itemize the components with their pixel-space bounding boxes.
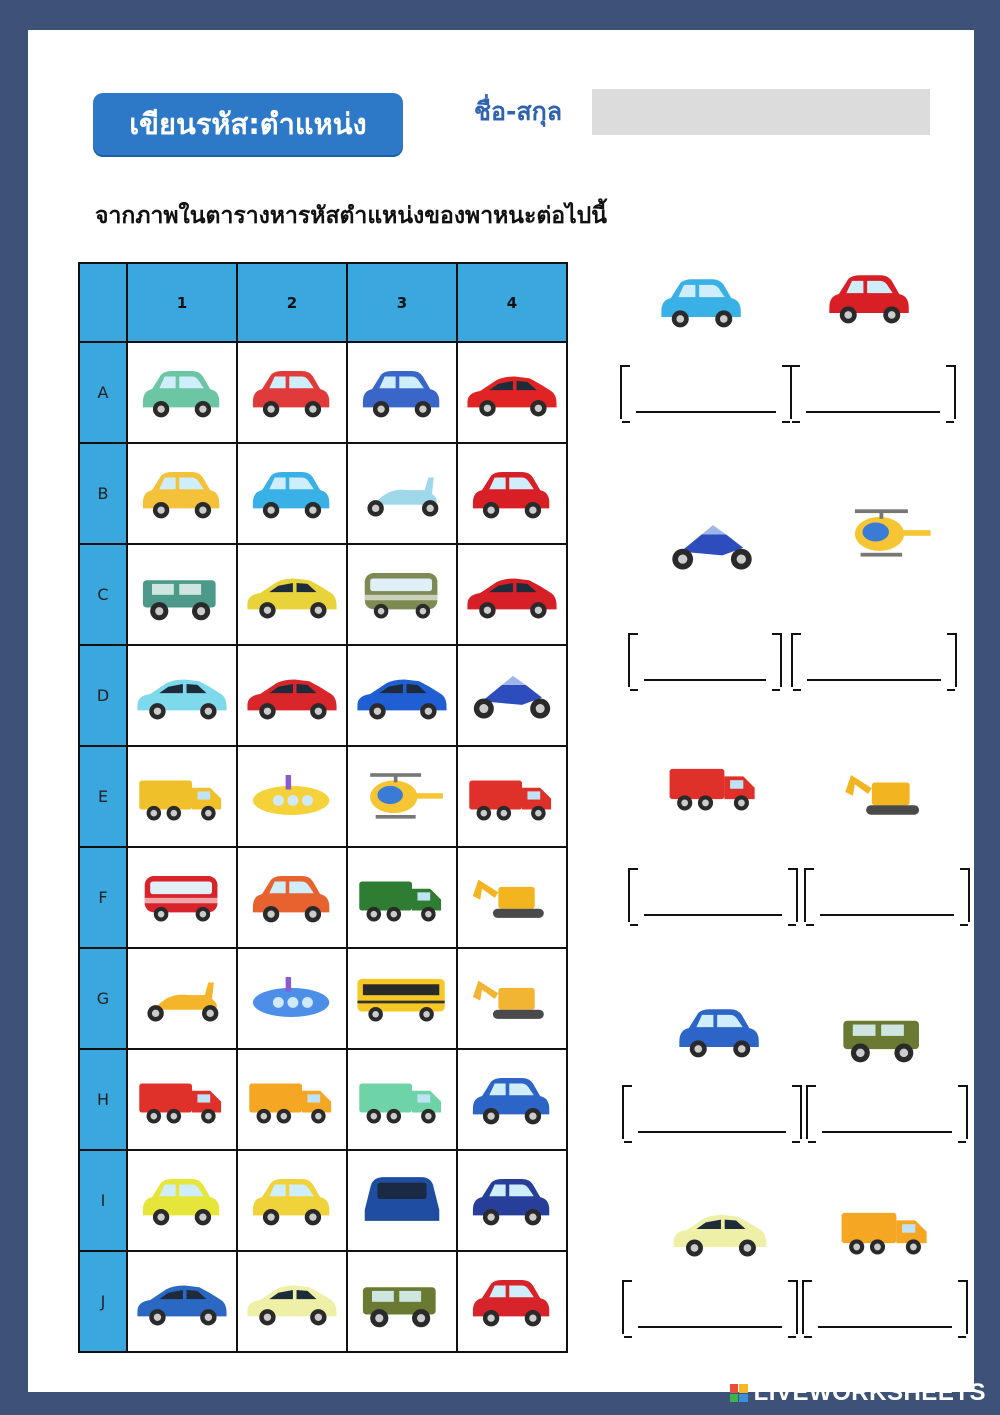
table-cell (347, 746, 457, 847)
excavator-icon (458, 866, 566, 930)
table-row (79, 645, 567, 746)
row-label: E (79, 746, 127, 847)
answer-line (644, 679, 766, 681)
yellow-submarine-icon (238, 765, 346, 829)
answer-box[interactable] (622, 1085, 802, 1139)
name-label: ชื่อ-สกุล (474, 97, 563, 126)
table-cell (237, 746, 347, 847)
excavator-icon (834, 760, 938, 824)
table-cell (457, 948, 567, 1049)
red-sports-car-icon (458, 361, 566, 425)
navy-hatchback-icon (458, 1169, 566, 1233)
table-row (79, 544, 567, 645)
logo-text: LIVEWORKSHEETS (753, 1379, 986, 1406)
blue-motorcycle-icon (660, 512, 764, 576)
red-hatchback-icon (458, 1270, 566, 1334)
table-cell (237, 1150, 347, 1251)
cyan-sports-car-icon (128, 664, 236, 728)
table-cell (127, 342, 237, 443)
answer-line (636, 411, 776, 413)
table-cell (127, 1150, 237, 1251)
table-row (79, 847, 567, 948)
fire-truck-icon (458, 765, 566, 829)
military-jeep-icon (348, 1270, 456, 1334)
yellow-taxi-icon (238, 1169, 346, 1233)
liveworksheets-logo (730, 1379, 986, 1407)
table-cell (347, 342, 457, 443)
answer-box[interactable] (628, 868, 798, 922)
orange-beetle-car-icon (238, 866, 346, 930)
table-cell (347, 645, 457, 746)
answer-line (806, 411, 940, 413)
table-row (79, 443, 567, 544)
table-cell (237, 847, 347, 948)
blue-car-front-icon (348, 1169, 456, 1233)
header-row (79, 263, 567, 342)
scooter-icon (348, 462, 456, 526)
table-row (79, 948, 567, 1049)
table-cell (457, 1150, 567, 1251)
corner-cell (79, 263, 127, 342)
table-cell (347, 948, 457, 1049)
orange-yellow-car-icon (128, 462, 236, 526)
blue-motorcycle-icon (458, 664, 566, 728)
row-label: F (79, 847, 127, 948)
answer-box[interactable] (628, 633, 782, 687)
worksheet-title-badge: เขียนรหัส:ตำแหน่ง (93, 93, 403, 155)
table-cell (127, 746, 237, 847)
row-label: I (79, 1150, 127, 1251)
table-cell (127, 645, 237, 746)
row-label: D (79, 645, 127, 746)
blue-car-icon (348, 361, 456, 425)
table-cell (237, 1251, 347, 1352)
light-blue-car-icon (238, 462, 346, 526)
table-cell (127, 847, 237, 948)
column-header: 3 (347, 263, 457, 342)
blue-hatchback-icon (668, 998, 772, 1062)
blue-hatchback-icon (458, 1068, 566, 1132)
answer-box[interactable] (804, 868, 970, 922)
helicopter-icon (348, 765, 456, 829)
vehicle-grid-table (78, 262, 568, 1353)
fire-truck-icon (662, 752, 766, 816)
striped-race-car-icon (238, 1270, 346, 1334)
tractor-icon (348, 866, 456, 930)
red-minivan-icon (128, 866, 236, 930)
answer-box[interactable] (622, 1280, 798, 1334)
blue-submarine-icon (238, 967, 346, 1031)
row-label: A (79, 342, 127, 443)
name-input[interactable] (592, 89, 930, 135)
instruction-text: จากภาพในตารางหารหัสตำแหน่งของพาหนะต่อไปนี้ (95, 203, 607, 229)
table-row (79, 1049, 567, 1150)
answer-line (820, 914, 954, 916)
bulldozer-icon (458, 967, 566, 1031)
dump-truck-icon (238, 1068, 346, 1132)
red-car-icon (238, 361, 346, 425)
answer-box[interactable] (802, 1280, 968, 1334)
table-cell (457, 443, 567, 544)
answer-line (638, 1326, 782, 1328)
table-cell (127, 1049, 237, 1150)
military-jeep-icon (832, 1002, 936, 1066)
blue-coupe-icon (348, 664, 456, 728)
row-label: H (79, 1049, 127, 1150)
orange-scooter-icon (128, 967, 236, 1031)
table-cell (457, 342, 567, 443)
table-cell (347, 443, 457, 544)
table-cell (127, 1251, 237, 1352)
column-header: 2 (237, 263, 347, 342)
table-row (79, 746, 567, 847)
table-row (79, 1251, 567, 1352)
answer-line (822, 1131, 952, 1133)
table-cell (457, 1251, 567, 1352)
row-label: C (79, 544, 127, 645)
table-cell (347, 1251, 457, 1352)
table-cell (347, 1150, 457, 1251)
light-blue-car-icon (650, 268, 754, 332)
table-cell (457, 1049, 567, 1150)
answer-box[interactable] (620, 365, 792, 419)
table-cell (457, 847, 567, 948)
answer-box[interactable] (806, 1085, 968, 1139)
table-cell (237, 342, 347, 443)
table-cell (237, 1049, 347, 1150)
dump-truck-icon (834, 1196, 938, 1260)
red-sedan-icon (238, 664, 346, 728)
column-header: 4 (457, 263, 567, 342)
yellow-compact-car-icon (128, 1169, 236, 1233)
answer-line (807, 679, 941, 681)
helicopter-icon (836, 500, 940, 564)
table-cell (237, 645, 347, 746)
cement-mixer-icon (128, 765, 236, 829)
table-row (79, 1150, 567, 1251)
red-mini-car-icon (458, 462, 566, 526)
column-header: 1 (127, 263, 237, 342)
table-cell (347, 544, 457, 645)
table-cell (347, 847, 457, 948)
row-label: G (79, 948, 127, 1049)
answer-box[interactable] (791, 633, 957, 687)
liveworksheets-icon (730, 1384, 748, 1402)
row-label: J (79, 1251, 127, 1352)
yellow-sedan-icon (238, 563, 346, 627)
answer-line (644, 914, 782, 916)
school-bus-icon (348, 967, 456, 1031)
table-cell (127, 948, 237, 1049)
table-cell (237, 443, 347, 544)
table-cell (457, 544, 567, 645)
table-cell (237, 544, 347, 645)
answer-line (638, 1131, 786, 1133)
red-mixer-truck-icon (128, 1068, 236, 1132)
table-row (79, 342, 567, 443)
red-race-car-icon (458, 563, 566, 627)
row-label: B (79, 443, 127, 544)
table-cell (127, 544, 237, 645)
answer-line (818, 1326, 952, 1328)
green-car-icon (128, 361, 236, 425)
striped-race-car-icon (668, 1198, 772, 1262)
green-box-truck-icon (348, 1068, 456, 1132)
green-van-icon (348, 563, 456, 627)
table-cell (457, 645, 567, 746)
blue-muscle-car-icon (128, 1270, 236, 1334)
green-jeep-icon (128, 563, 236, 627)
answer-box[interactable] (790, 365, 956, 419)
table-cell (237, 948, 347, 1049)
red-mini-car-icon (818, 264, 922, 328)
table-cell (457, 746, 567, 847)
table-cell (347, 1049, 457, 1150)
table-cell (127, 443, 237, 544)
